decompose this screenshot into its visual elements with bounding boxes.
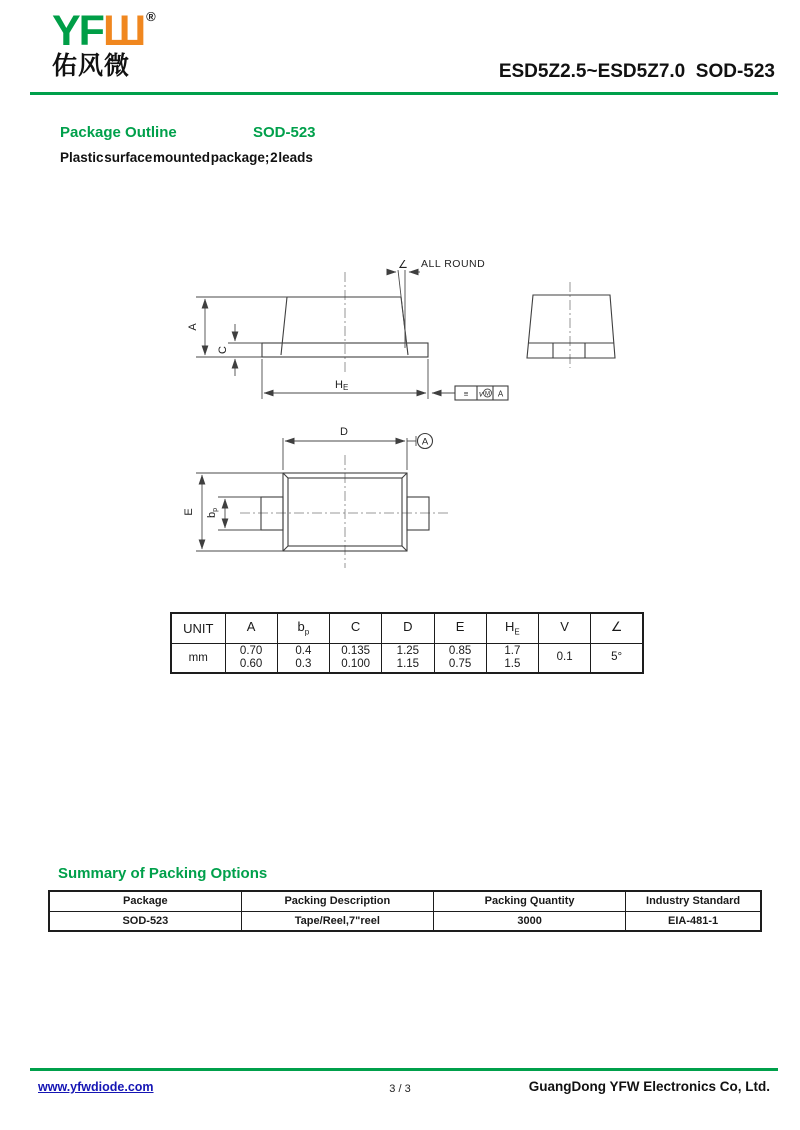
frame-m-modifier: M <box>485 391 490 398</box>
dimension-table-value-row <box>171 643 643 673</box>
end-view-drawing <box>527 282 615 368</box>
pack-value-description: Tape/Reel,7"reel <box>241 911 433 931</box>
logo-chinese-text: 佑风微 <box>52 52 131 80</box>
header-divider-line <box>30 92 778 95</box>
unit-header-cell: UNIT <box>171 613 225 643</box>
datum-a-letter: A <box>421 436 429 448</box>
dim-label-bp: bp <box>206 507 219 519</box>
value-angle: 5° <box>591 643 643 673</box>
package-description: Plastic surface mounted package; 2 leads <box>60 150 313 165</box>
col-header-angle: ∠ <box>591 613 643 643</box>
package-name-label: SOD-523 <box>253 124 316 141</box>
packing-options-table <box>48 890 762 932</box>
value-a: 0.70 0.60 <box>225 643 277 673</box>
col-header-v: V <box>539 613 591 643</box>
pack-value-quantity: 3000 <box>433 911 625 931</box>
col-header-bp: $b_p$ <box>277 613 329 643</box>
dim-label-d: D <box>340 426 348 438</box>
right-lead <box>407 497 429 530</box>
col-header-c: C <box>330 613 382 643</box>
value-c: 0.135 0.100 <box>330 643 382 673</box>
packing-table-data-row <box>49 911 761 931</box>
angle-symbol: ∠ <box>398 259 408 271</box>
left-lead <box>261 497 283 530</box>
dim-label-e: E <box>183 508 195 516</box>
website-link[interactable]: www.yfwdiode.com <box>38 1080 154 1094</box>
company-logo <box>52 7 154 80</box>
frame-v-cell: v <box>479 389 483 399</box>
dimension-table-header-row <box>171 613 643 643</box>
unit-value-cell: mm <box>171 643 225 673</box>
document-title: ESD5Z2.5~ESD5Z7.0 SOD-523 <box>498 61 775 82</box>
package-outline-heading: Package Outline <box>60 124 177 141</box>
col-header-d: D <box>382 613 434 643</box>
logo-w-text: Ш <box>102 7 145 55</box>
pack-header-package: Package <box>49 891 241 911</box>
pack-value-standard: EIA-481-1 <box>626 911 761 931</box>
logo-yf-text: YF <box>52 7 103 55</box>
dimension-table <box>170 612 644 674</box>
registered-trademark-symbol: ® <box>146 9 154 24</box>
value-bp: 0.4 0.3 <box>277 643 329 673</box>
all-round-label: ALL ROUND <box>421 258 486 270</box>
packing-table-header-row <box>49 891 761 911</box>
value-he: 1.7 1.5 <box>486 643 538 673</box>
value-e: 0.85 0.75 <box>434 643 486 673</box>
value-v: 0.1 <box>539 643 591 673</box>
col-header-a: A <box>225 613 277 643</box>
feature-control-frame <box>432 386 508 400</box>
datum-a-flag <box>407 434 433 449</box>
footer-divider-line <box>30 1068 778 1071</box>
packing-options-heading: Summary of Packing Options <box>58 865 268 882</box>
top-view-drawing <box>183 426 450 568</box>
dim-label-he: HE <box>335 379 349 392</box>
col-header-e: E <box>434 613 486 643</box>
dim-label-a: A <box>187 323 199 331</box>
pack-header-standard: Industry Standard <box>626 891 761 911</box>
value-d: 1.25 1.15 <box>382 643 434 673</box>
frame-datum-cell: A <box>497 389 504 399</box>
pack-value-package: SOD-523 <box>49 911 241 931</box>
side-view-drawing <box>187 258 508 400</box>
pack-header-description: Packing Description <box>241 891 433 911</box>
col-header-he: $H_E$ <box>486 613 538 643</box>
dim-label-c: C <box>217 346 229 354</box>
package-outline-drawing <box>180 250 660 580</box>
logo-latin-text <box>52 7 152 55</box>
pack-header-quantity: Packing Quantity <box>433 891 625 911</box>
page-number: 3 / 3 <box>389 1083 411 1095</box>
company-name: GuangDong YFW Electronics Co, Ltd. <box>528 1079 770 1094</box>
frame-symbol-cell: ≡ <box>463 389 469 399</box>
